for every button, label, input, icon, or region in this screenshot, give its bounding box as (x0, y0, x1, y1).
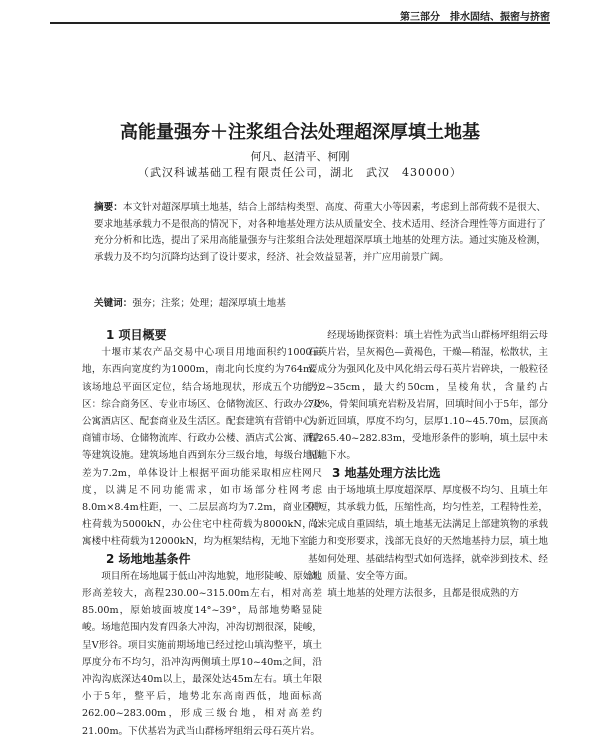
section-2-paragraph-2: 经现场勘探资料：填土岩性为武当山群杨坪组绢云母石英片岩，呈灰褐色—黄褐色，干燥—稍湿，松散状，主要成分为强风化及中风化绢云母石英片岩碎块，一般粒径为2~35cm，最大约50cm，呈棱角状，含量约占70%，骨架间填充岩粉及岩屑，回填时间小于5年，部分为新近回填，厚度不均匀，层厚1.10~45.70m，层顶高程265.40~282.83m，受地形条件的影响，填土层中未见地下水。 (308, 330, 548, 462)
section-2-heading: 2 场地地基条件 (106, 551, 191, 566)
section-1-paragraph: 十堰市某农产品交易中心项目用地面积约1000亩地，东西向宽度约为1000m，南北向长度约为764m。该场地总平面区定位，结合场地现状，形成五个功能分区：综合商务区、专业市场区、仓储物流区、行政办公及公寓酒店区、配套商业及生活区。配套建筑有营销中心、商铺市场、仓储物流库、行政办公楼、酒店式公寓、酒店等建筑设施。建筑场地自西到东分三级台地，每级台地高差为7.2m，单体设计上根据平面功能采取相应柱网尺度，以满足不同功能需求，如市场部分柱网考虑8.0m×8.4m柱距，一、二层层高均为7.2m，商业区中柱荷载为5000kN，办公住宅中柱荷载为8000kN，公寓楼中柱荷载为12000kN，均为框架结构，无地下室。 (82, 347, 322, 548)
running-header: 第三部分 排水固结、振密与挤密 (400, 12, 550, 23)
left-column (82, 327, 322, 740)
section-1-heading: 1 项目概要 (106, 328, 167, 342)
abstract-label: 摘要： (94, 202, 123, 213)
abstract-text: 本文针对超深厚填土地基，结合上部结构类型、高度、荷重大小等因素，考虑到上部荷载不是很大、要求地基承载力不是很高的情况下，对各种地基处理方法从质量安全、技术适用、经济合理性等方面进行了充分分析和比选，提出了采用高能量强夯与注浆组合法处理超深厚填土地基的处理方法。通过实施及检测，承载力及不均匀沉降均达到了设计要求，经济、社会效益显著，并广应用前景广阔。 (94, 202, 547, 263)
abstract (94, 200, 546, 266)
keywords-text: 强夯；注浆；处理；超深厚填土地基 (132, 298, 286, 309)
section-2-paragraph-1: 项目所在场地属于低山冲沟地貌，地形陡峻、原始地形高差较大，高程230.00~315.00m左右，相对高差85.00m，原始坡面坡度14°~39°，局部地势略显陡峻。场地范围内发育四条大冲沟，冲沟切割很深，陡峻，呈V形谷。项目实施前期场地已经过挖山填沟整平，填土厚度分布不均匀，沿冲沟两侧填土厚10~40m之间，沿冲沟沟底深达40m以上，最深处达45m左右。填土年限小于5年，整平后，地势北东高南西低，地面标高262.00~283.00m，形成三级台地，相对高差约21.00m。下伏基岩为武当山群杨坪组绢云母石英片岩。 (82, 570, 322, 737)
authors: 何凡、赵清平、柯刚 (250, 150, 350, 163)
section-3-paragraph-1: 由于场地填土厚度超深厚、厚度极不均匀、且填土年限短，其承载力低，压缩性高，均匀性差，工程特性差，尚未完成自重固结，填土地基无法满足上部建筑物的承载能力和变形要求，浅部无良好的天然地基持力层，填土地基如何处理、基础结构型式如何选择，就牵涉到技术、经济、质量、安全等方面。 (308, 484, 548, 582)
right-column (308, 327, 548, 602)
section-3-paragraph-2: 填土地基的处理方法很多，且都是很成熟的方 (327, 588, 520, 600)
affiliation: （武汉科诚基础工程有限责任公司，湖北 武汉 430000） (138, 166, 462, 179)
section-3-heading: 3 地基处理方法比选 (332, 465, 441, 480)
keywords-label: 关键词： (94, 298, 133, 309)
paper-title: 高能量强夯＋注浆组合法处理超深厚填土地基 (120, 122, 480, 143)
keywords (94, 296, 546, 312)
